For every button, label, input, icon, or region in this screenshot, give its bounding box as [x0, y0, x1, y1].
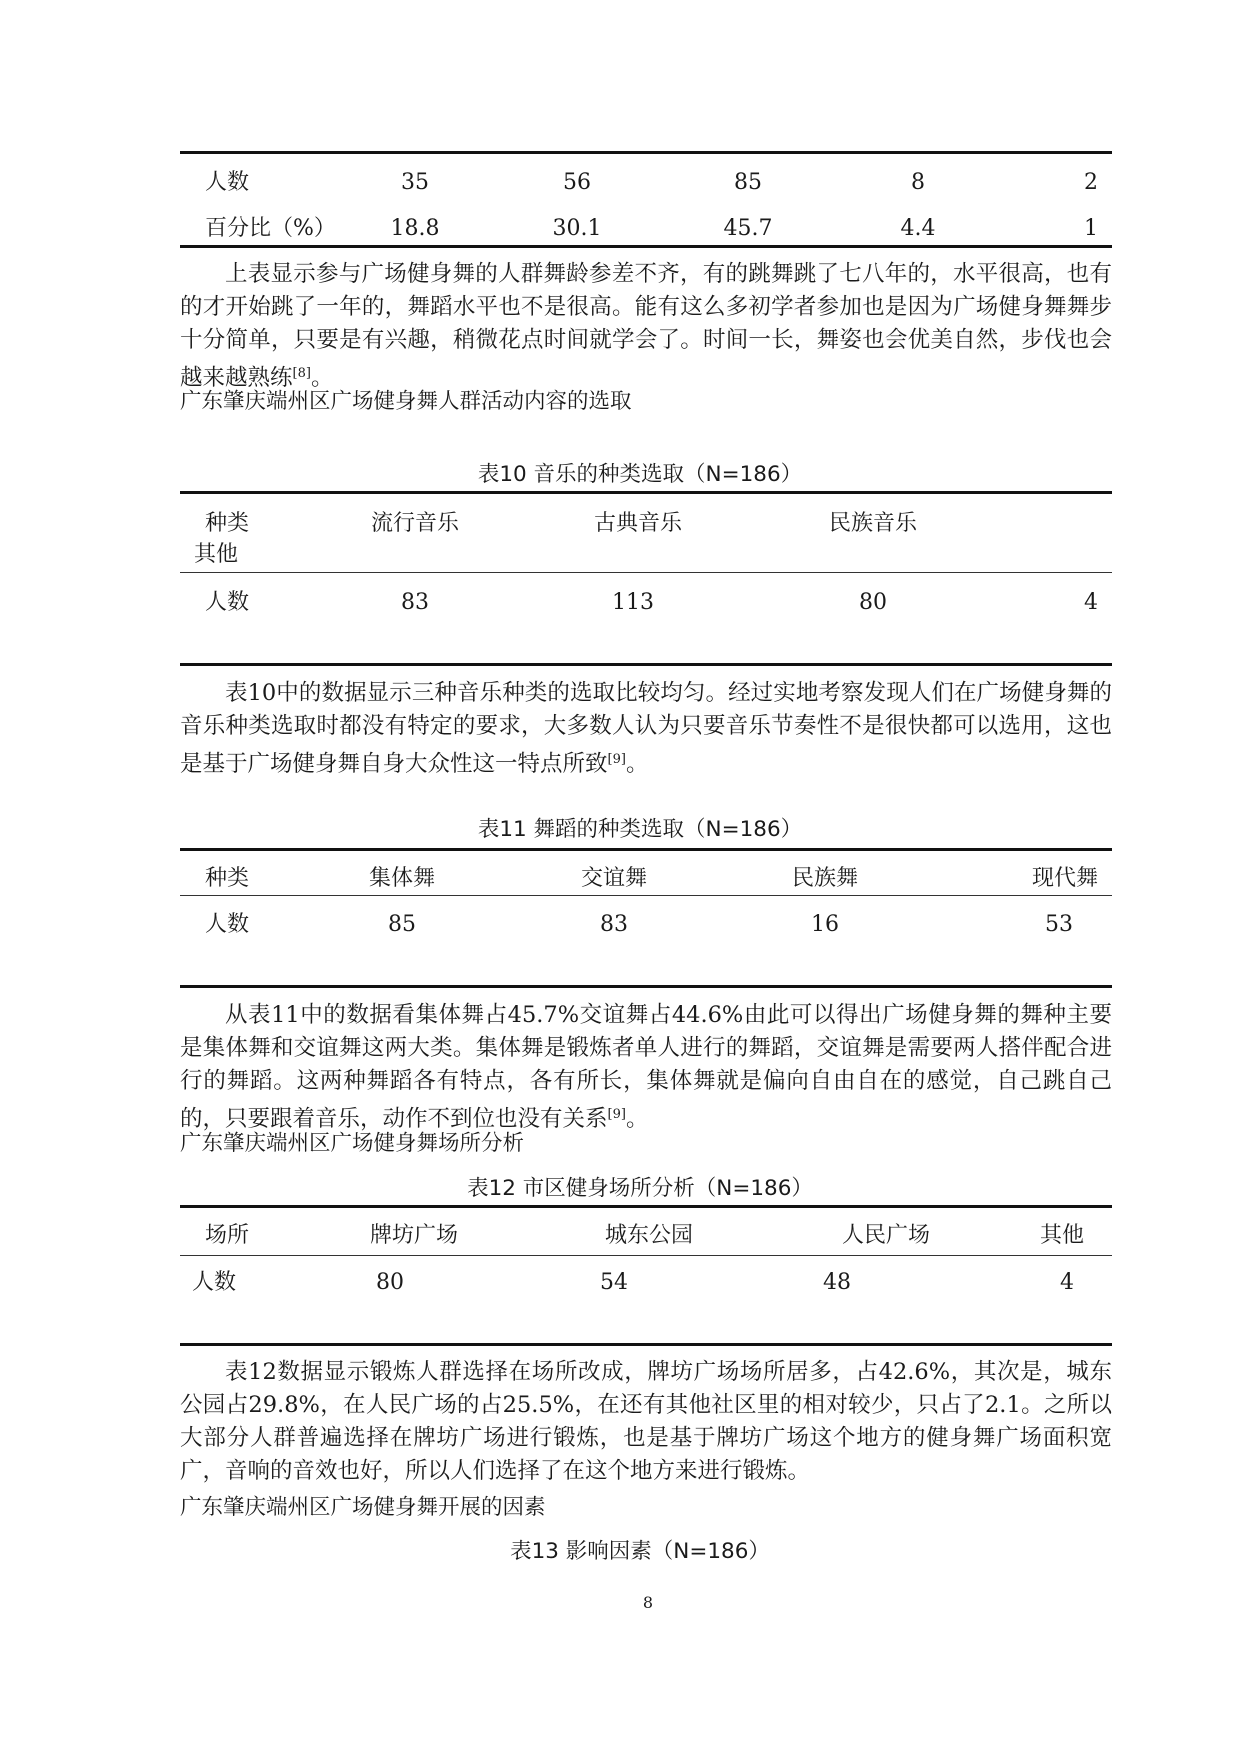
column-header: 交谊舞 — [580, 866, 648, 891]
table-cell: 35 — [401, 170, 429, 195]
table-cell: 113 — [612, 590, 654, 615]
section-heading: 广东肇庆端州区广场健身舞场所分析 — [180, 1131, 525, 1156]
column-header: 其他 — [194, 542, 239, 567]
row-label: 人数 — [192, 1270, 237, 1295]
table-cell: 83 — [600, 912, 628, 937]
row-label: 百分比（%） — [205, 216, 336, 241]
citation-ref: [8] — [292, 366, 311, 381]
table-cell: 54 — [600, 1270, 628, 1295]
column-header: 人民广场 — [841, 1223, 931, 1248]
table-cell: 85 — [388, 912, 416, 937]
column-header: 场所 — [205, 1223, 250, 1248]
table-cell: 80 — [376, 1270, 404, 1295]
table-header-rule — [180, 1255, 1112, 1256]
table-cell: 83 — [401, 590, 429, 615]
body-paragraph — [180, 258, 1112, 395]
page-number: 8 — [642, 1593, 654, 1612]
column-header: 古典音乐 — [593, 511, 683, 536]
table-cell: 2 — [1084, 170, 1098, 195]
column-header: 城东公园 — [604, 1223, 694, 1248]
table-cell: 8 — [911, 170, 925, 195]
column-header: 种类 — [205, 866, 250, 891]
table-cell: 4 — [1084, 590, 1098, 615]
paragraph-end: 。 — [625, 751, 649, 777]
column-header: 现代舞 — [1031, 866, 1098, 891]
table-cell: 18.8 — [390, 216, 440, 241]
table-header-rule — [180, 572, 1112, 573]
table-caption: 表13 影响因素（N=186） — [510, 1539, 770, 1564]
table-bottom-rule — [180, 985, 1112, 988]
table-cell: 85 — [734, 170, 762, 195]
paragraph-text: 表10中的数据显示三种音乐种类的选取比较均匀。经过实地考察发现人们在广场健身舞的音乐种类选取时都没有特定的要求，大多数人认为只要音乐节奏性不是很快都可以选用，这也是基于广场健身舞自身大众性这一特点所致 — [180, 680, 1112, 777]
table-top-rule — [180, 151, 1112, 154]
paragraph-text: 上表显示参与广场健身舞的人群舞龄参差不齐，有的跳舞跳了七八年的，水平很高，也有的才开始跳了一年的，舞蹈水平也不是很高。能有这么多初学者参加也是因为广场健身舞舞步十分简单，只要是有兴趣，稍微花点时间就学会了。时间一长，舞姿也会优美自然，步伐也会越来越熟练 — [180, 261, 1112, 391]
section-heading: 广东肇庆端州区广场健身舞开展的因素 — [180, 1495, 546, 1520]
row-label: 人数 — [205, 590, 250, 615]
table-bottom-rule — [180, 1343, 1112, 1346]
table-top-rule — [180, 1205, 1112, 1208]
column-header: 流行音乐 — [370, 511, 460, 536]
body-paragraph: 表12数据显示锻炼人群选择在场所改成，牌坊广场场所居多，占42.6%，其次是，城东公园占29.8%，在人民广场的占25.5%，在还有其他社区里的相对较少，只占了2.1。之所以大部分人群普遍选择在牌坊广场进行锻炼，也是基于牌坊广场这个地方的健身舞广场面积宽广，音响的音效也好，所以人们选择了在这个地方来进行锻炼。 — [180, 1359, 1112, 1484]
table-cell: 45.7 — [723, 216, 773, 241]
citation-ref: [9] — [607, 752, 626, 767]
table-cell: 1 — [1084, 216, 1098, 241]
paragraph-end: 。 — [310, 365, 334, 391]
citation-ref: [9] — [607, 1107, 626, 1122]
column-header: 种类 — [205, 511, 250, 536]
table-caption: 表11 舞蹈的种类选取（N=186） — [477, 817, 803, 842]
table-cell: 56 — [563, 170, 591, 195]
table-header-rule — [180, 895, 1112, 896]
column-header: 民族音乐 — [828, 511, 918, 536]
table-cell: 16 — [811, 912, 839, 937]
table-cell: 4 — [1060, 1270, 1074, 1295]
table-bottom-rule — [180, 245, 1112, 248]
column-header: 民族舞 — [791, 866, 859, 891]
body-paragraph — [180, 999, 1112, 1136]
paragraph-text: 从表11中的数据看集体舞占45.7%交谊舞占44.6%由此可以得出广场健身舞的舞种主要是集体舞和交谊舞这两大类。集体舞是锻炼者单人进行的舞蹈，交谊舞是需要两人搭伴配合进行的舞蹈。这两种舞蹈各有特点，各有所长，集体舞就是偏向自由自在的感觉，自己跳自己的，只要跟着音乐，动作不到位也没有关系 — [180, 1002, 1112, 1132]
table-cell: 48 — [823, 1270, 851, 1295]
table-caption: 表10 音乐的种类选取（N=186） — [477, 462, 803, 487]
table-top-rule — [180, 491, 1112, 494]
table-bottom-rule — [180, 663, 1112, 666]
column-header: 其他 — [1039, 1223, 1085, 1248]
table-cell: 80 — [859, 590, 887, 615]
column-header: 牌坊广场 — [369, 1223, 459, 1248]
section-heading: 广东肇庆端州区广场健身舞人群活动内容的选取 — [180, 389, 632, 414]
table-caption: 表12 市区健身场所分析（N=186） — [467, 1176, 813, 1201]
table-cell: 4.4 — [900, 216, 936, 241]
paragraph-end: 。 — [625, 1106, 649, 1132]
table-cell: 30.1 — [552, 216, 602, 241]
body-paragraph — [180, 677, 1112, 781]
table-top-rule — [180, 848, 1112, 851]
row-label: 人数 — [205, 912, 250, 937]
row-label: 人数 — [205, 170, 250, 195]
column-header: 集体舞 — [368, 866, 436, 891]
table-cell: 53 — [1045, 912, 1073, 937]
